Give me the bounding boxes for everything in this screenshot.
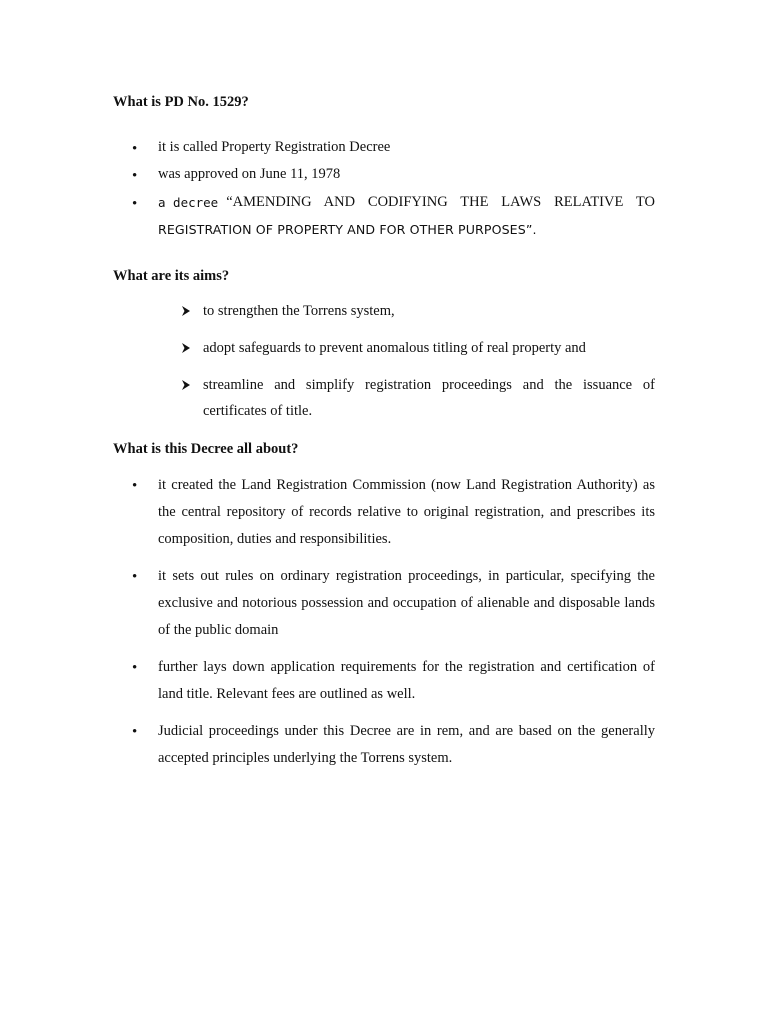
pd-item-3 (158, 189, 655, 243)
bullet-icon: • (132, 569, 138, 585)
aim-item-2: adopt safeguards to prevent anomalous titling of real property and (203, 340, 586, 356)
arrowhead-bullet-icon (180, 379, 192, 391)
decree-title-line-2: REGISTRATION OF PROPERTY AND FOR OTHER PURPOSES”. (158, 222, 537, 237)
pd-item-2: was approved on June 11, 1978 (158, 166, 341, 182)
bullet-icon: • (132, 141, 138, 157)
arrowhead-bullet-icon (180, 305, 192, 317)
aim-item-3: streamline and simplify registration proceedings and the issuance of certificates of title. (203, 377, 655, 419)
about-item-3: further lays down application requirements for the registration and certification of land title. Relevant fees are outlined as well. (158, 659, 655, 702)
section-heading-aims: What are its aims? (113, 268, 230, 284)
decree-line-1 (158, 189, 655, 216)
section-heading-about: What is this Decree all about? (113, 441, 299, 457)
bullet-icon: • (132, 660, 138, 676)
bullet-icon: • (132, 196, 138, 212)
arrowhead-bullet-icon (180, 342, 192, 354)
decree-prefix: a decree (158, 195, 219, 210)
bullet-icon: • (132, 724, 138, 740)
bullet-icon: • (132, 478, 138, 494)
about-item-2: it sets out rules on ordinary registration proceedings, in particular, specifying the exclusive and notorious possession and occupation of alienable and disposable lands of the public domain (158, 568, 655, 638)
about-item-1: it created the Land Registration Commission (now Land Registration Authority) as the central repository of records relative to original registration, and prescribes its composition, duties and responsibilities. (158, 477, 655, 547)
decree-title-line-1: “AMENDING AND CODIFYING THE LAWS RELATIVE TO (226, 194, 655, 210)
about-item-4: Judicial proceedings under this Decree are in rem, and are based on the generally accepted principles underlying the Torrens system. (158, 723, 655, 766)
bullet-icon: • (132, 168, 138, 184)
section-heading-pd: What is PD No. 1529? (113, 94, 249, 110)
aim-item-1: to strengthen the Torrens system, (203, 303, 395, 319)
pd-item-1: it is called Property Registration Decree (158, 139, 391, 155)
